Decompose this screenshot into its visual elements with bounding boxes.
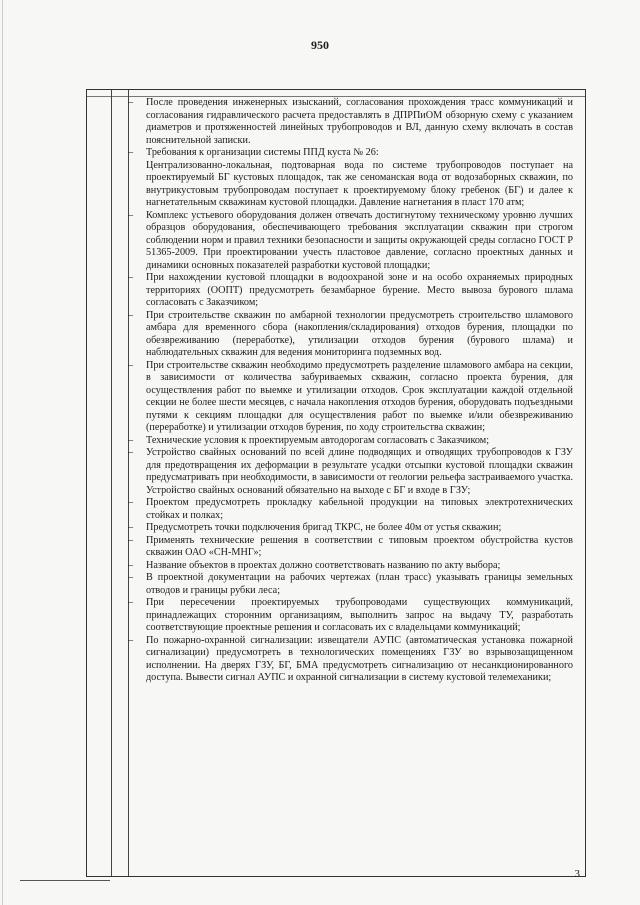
list-item: – После проведения инженерных изысканий, согласования прохождения трасс коммуникаций и согласования гидравлического расчета предоставлять в ДПРПиОМ обзорную схему с указанием диаметров и протяженностей линейных трубопроводов и ВЛ, данную схему включать в состав пояснительной записки. bbox=[133, 97, 573, 147]
table-column-divider bbox=[128, 90, 129, 876]
table-column-divider bbox=[111, 90, 112, 876]
list-item: – При строительстве скважин необходимо предусмотреть разделение шламового амбара на секции, в зависимости от количества забуриваемых скважин, согласно проекта бурения, для осуществления работ по выемке и утилизации отходов. Срок эксплуатации каждой отдельной секции не более шести месяцев, с начала накопления отходов бурения, оборудовать подъездными путями к секциям площадки для осуществления работ по выемке и/или обезвреживанию (переработке) и утилизации отходов бурения, по ходу строительства скважин; bbox=[133, 360, 573, 435]
list-item: – Комплекс устьевого оборудования должен отвечать достигнутому техническому уровню лучших образцов оборудования, обеспечивающего требования эксплуатации скважин при строгом соблюдении норм и правил техники безопасности и защиты окружающей среды согласно ГОСТ Р 51365-2009. При проектировании учесть пластовое давление, согласно проектных данных и динамики основных показателей разработки кустовой площадки; bbox=[133, 210, 573, 273]
list-item: – Устройство свайных оснований по всей длине подводящих и отводящих трубопроводов к ГЗУ для предотвращения их деформации в результате усадки отсыпки кустовой площадки скважин предусматривать при необходимости, в зависимости от геологии рельефа застраиваемого участка. Устройство свайных оснований обязательно на выходе с БГ и входе в ГЗУ; bbox=[133, 447, 573, 497]
scan-edge-line bbox=[2, 0, 3, 905]
list-item: – Название объектов в проектах должно соответствовать названию по акту выбора; bbox=[133, 560, 573, 573]
page-number: 950 bbox=[311, 38, 329, 52]
list-item: – По пожарно-охранной сигнализации: извещатели АУПС (автоматическая установка пожарной сигнализации) предусмотреть в технологических помещениях ГЗУ во взрывозащищенном исполнении. На дверях ГЗУ, БГ, БМА предусмотреть сигнализацию от несанкционированного доступа. Вывести сигнал АУПС и охранной сигнализации в систему кустовой телемеханики; bbox=[133, 635, 573, 685]
list-item: – Требования к организации системы ППД куста № 26: bbox=[133, 147, 573, 160]
list-item: – Предусмотреть точки подключения бригад ТКРС, не более 40м от устья скважин; bbox=[133, 522, 573, 535]
list-item: – При строительстве скважин по амбарной технологии предусмотреть строительство шламового амбара для временного сбора (накопления/складирования) отходов бурения, площадки по обезвреживанию (переработке), утилизации отходов бурения (бурового шлама) и наблюдательных скважин для ведения мониторинга подземных вод. bbox=[133, 310, 573, 360]
list-item: – Применять технические решения в соответствии с типовым проектом обустройства кустов скважин ОАО «СН-МНГ»; bbox=[133, 535, 573, 560]
list-item: – В проектной документации на рабочих чертежах (план трасс) указывать границы земельных отводов и границы рубки леса; bbox=[133, 572, 573, 597]
requirements-list bbox=[133, 97, 573, 685]
list-item: – Проектом предусмотреть прокладку кабельной продукции на типовых электротехнических стойках и полках; bbox=[133, 497, 573, 522]
list-item: – Технические условия к проектируемым автодорогам согласовать с Заказчиком; bbox=[133, 435, 573, 448]
footer-rule bbox=[20, 880, 110, 881]
document-table bbox=[86, 89, 586, 877]
list-item-paragraph: Централизованно-локальная, подтоварная вода по системе трубопроводов поступает на проектируемый БГ кустовых площадок, так же сеноманская вода от водозаборных скважин, по внутрикустовым трубопроводам поступает к проектируемому блоку гребенок (БГ) и далее к нагнетательным скважинам кустовой площадки. Давление нагнетания в пласт 170 атм; bbox=[146, 159, 573, 208]
list-item: – При пересечении проектируемых трубопроводами существующих коммуникаций, принадлежащих сторонним организациям, выполнить запрос на выдачу ТУ, разработать соответствующие проектные решения и согласовать их с владельцами коммуникаций; bbox=[133, 597, 573, 635]
footer-page-number: 3 bbox=[574, 868, 580, 880]
list-item: – При нахождении кустовой площадки в водоохраной зоне и на особо охраняемых природных территориях (ООПТ) предусмотреть безамбарное бурение. Место вывоза бурового шлама согласовать с Заказчиком; bbox=[133, 272, 573, 310]
